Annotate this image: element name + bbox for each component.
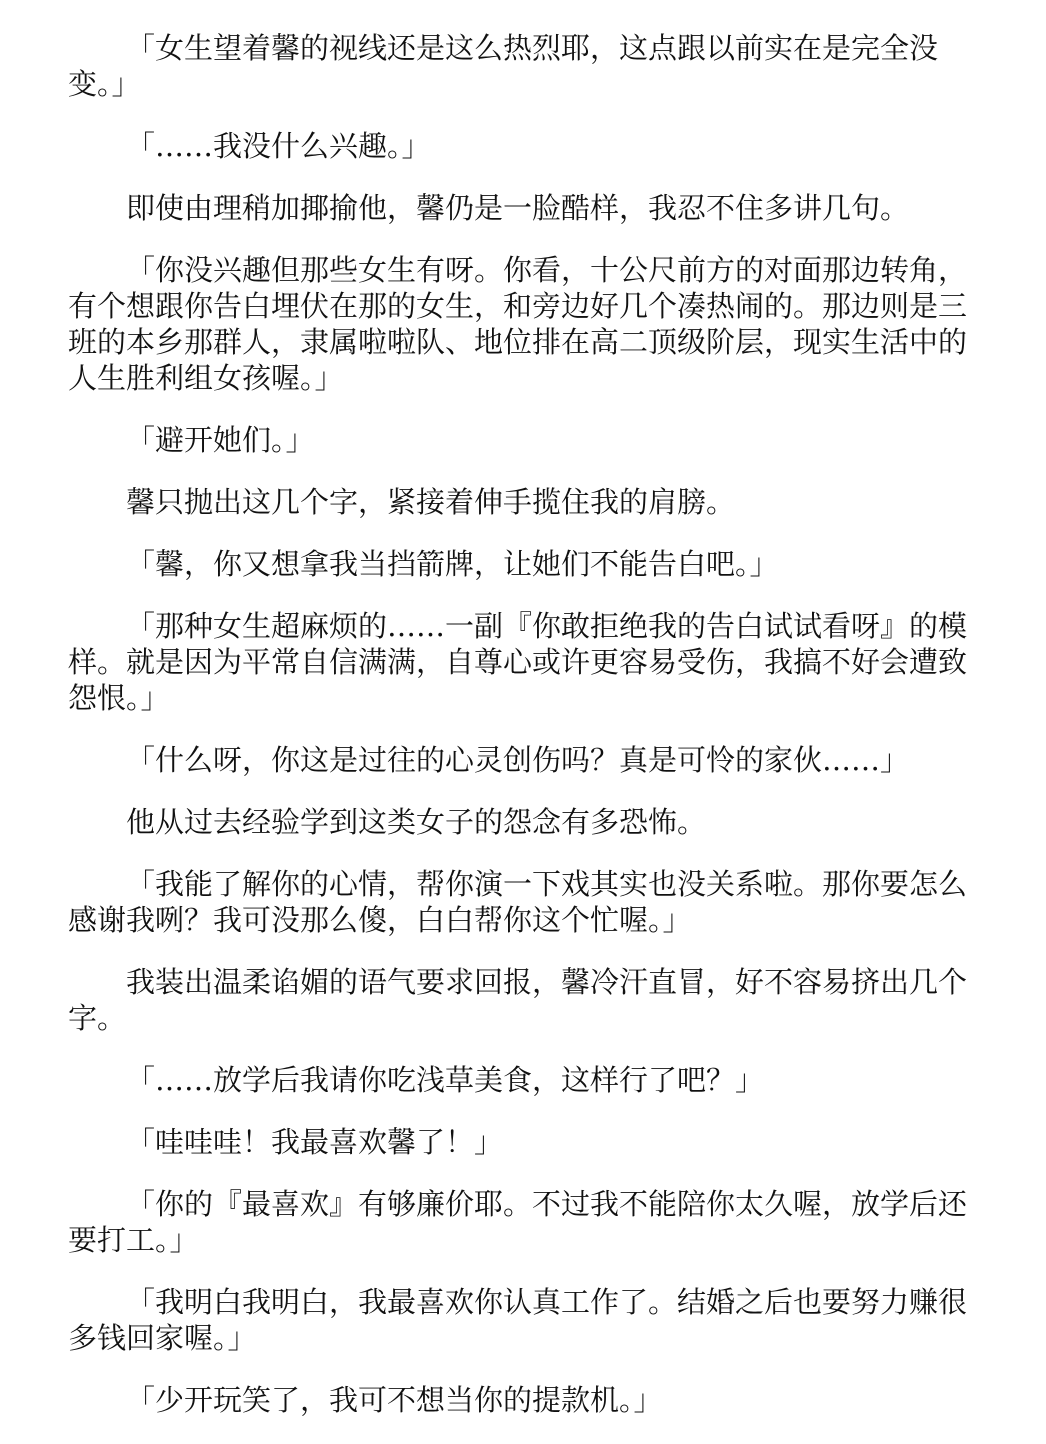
paragraph-5: 「避开她们。」: [126, 423, 315, 457]
paragraph-17: 「少开玩笑了，我可不想当你的提款机。」: [126, 1383, 663, 1417]
paragraph-4: 「你没兴趣但那些女生有呀。你看，十公尺前方的对面那边转角，有个想跟你告白埋伏在那的女生，和旁边好几个凑热闹的。那边则是三班的本乡那群人，隶属啦啦队、地位排在高二顶级阶层，现实生活中的人生胜利组女孩喔。」: [68, 253, 968, 395]
paragraph-7: 「馨，你又想拿我当挡箭牌，让她们不能告白吧。」: [126, 547, 779, 581]
paragraph-13: 「……放学后我请你吃浅草美食，这样行了吧？」: [126, 1063, 765, 1097]
paragraph-3: 即使由理稍加揶揄他，馨仍是一脸酷样，我忍不住多讲几句。: [126, 191, 910, 225]
paragraph-16: 「我明白我明白，我最喜欢你认真工作了。结婚之后也要努力赚很多钱回家喔。」: [68, 1285, 968, 1355]
paragraph-10: 他从过去经验学到这类女子的怨念有多恐怖。: [126, 805, 707, 839]
paragraph-15: 「你的『最喜欢』有够廉价耶。不过我不能陪你太久喔，放学后还要打工。」: [68, 1187, 968, 1257]
paragraph-6: 馨只抛出这几个字，紧接着伸手揽住我的肩膀。: [126, 485, 736, 519]
document-page: [68, 30, 973, 1444]
paragraph-2: 「……我没什么兴趣。」: [126, 129, 431, 163]
paragraph-8: 「那种女生超麻烦的……一副『你敢拒绝我的告白试试看呀』的模样。就是因为平常自信满满，自尊心或许更容易受伤，我搞不好会遭致怨恨。」: [68, 609, 968, 715]
paragraph-11: 「我能了解你的心情，帮你演一下戏其实也没关系啦。那你要怎么感谢我咧？我可没那么傻，白白帮你这个忙喔。」: [68, 867, 968, 937]
paragraph-12: 我装出温柔谄媚的语气要求回报，馨冷汗直冒，好不容易挤出几个字。: [68, 965, 968, 1035]
paragraph-14: 「哇哇哇！我最喜欢馨了！」: [126, 1125, 504, 1159]
paragraph-1: 「女生望着馨的视线还是这么热烈耶，这点跟以前实在是完全没变。」: [68, 31, 939, 101]
paragraph-9: 「什么呀，你这是过往的心灵创伤吗？真是可怜的家伙……」: [126, 743, 910, 777]
